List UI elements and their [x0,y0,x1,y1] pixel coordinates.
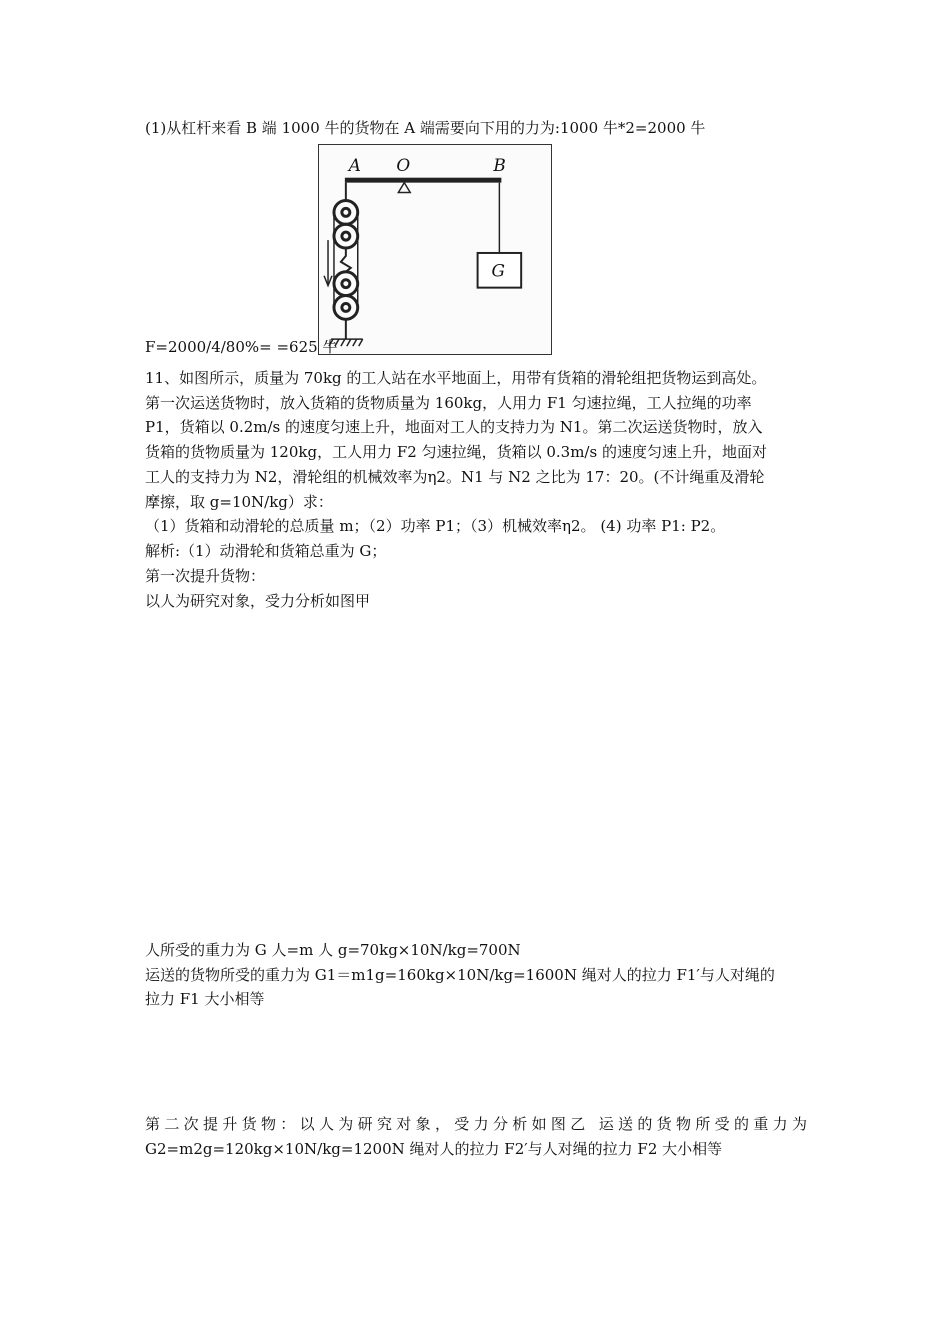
lever-pulley-figure [318,144,552,355]
paragraph-line: 运送的货物所受的重力为 G1＝m1g=160kg×10N/kg=1600N 绳对人的拉力 F1′与人对绳的 [145,966,775,984]
paragraph-line: (1)从杠杆来看 B 端 1000 牛的货物在 A 端需要向下用的力为:1000 牛*2=2000 牛 [145,119,706,137]
paragraph-line: F=2000/4/80%= =625 牛 [145,338,338,356]
paragraph-line: 工人的支持力为 N2，滑轮组的机械效率为η2。N1 与 N2 之比为 17：20。(不计绳重及滑轮 [145,468,765,486]
paragraph-line: 11、如图所示，质量为 70kg 的工人站在水平地面上，用带有货箱的滑轮组把货物运到高处。 [145,369,767,387]
paragraph-line: 摩擦，取 g=10N/kg）求： [145,493,333,511]
paragraph-line: 第一次提升货物： [145,567,266,585]
paragraph-line: 拉力 F1 大小相等 [145,990,265,1008]
paragraph-line: 解析:（1）动滑轮和货箱总重为 G； [145,542,387,560]
paragraph-line: 货箱的货物质量为 120kg，工人用力 F2 匀速拉绳，货箱以 0.3m/s 的速度匀速上升，地面对 [145,443,767,461]
fulcrum-icon [398,183,410,193]
label-b: B [493,154,506,175]
paragraph-line: 以人为研究对象，受力分析如图甲 [145,592,371,610]
paragraph-line: 人所受的重力为 G 人=m 人 g=70kg×10N/kg=700N [145,941,521,959]
pulley-block [334,200,358,319]
paragraph-line: 第一次运送货物时，放入货箱的货物质量为 160kg，人用力 F1 匀速拉绳，工人拉绳的功率 [145,394,752,412]
lever-bar [345,178,502,183]
paragraph-line: P1，货箱以 0.2m/s 的速度匀速上升，地面对工人的支持力为 N1。第二次运送货物时，放入 [145,418,763,436]
label-a: A [348,154,361,175]
paragraph-line: 第二次提升货物：以人为研究对象，受力分析如图乙 运送的货物所受的重力为 [145,1115,807,1133]
label-g: G [491,260,505,281]
paragraph-line: G2=m2g=120kg×10N/kg=1200N 绳对人的拉力 F2′与人对绳的拉力 F2 大小相等 [145,1140,723,1158]
paragraph-line: （1）货箱和动滑轮的总质量 m；（2）功率 P1；（3）机械效率η2。 (4) 功率 P1: P2。 [145,517,726,535]
label-o: O [396,154,411,175]
